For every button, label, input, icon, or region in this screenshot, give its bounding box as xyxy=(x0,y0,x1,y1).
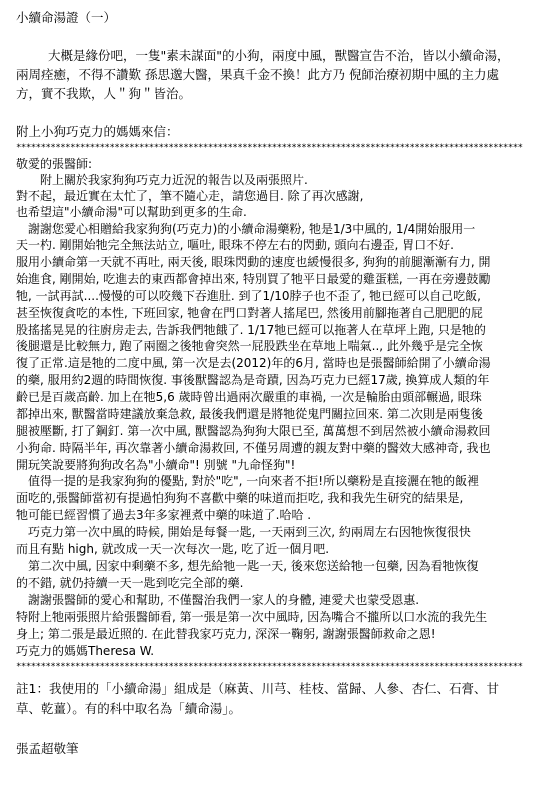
letter-line: 而且有點 high, 就改成一天一次每次一匙, 吃了近一個月吧. xyxy=(16,542,330,556)
letter-line: 特附上牠兩張照片給張醫師看, 第一張是第一次中風時, 因為嘴合不攏所以口水流的我先生 xyxy=(16,610,488,624)
letter-line: 天一杓. 剛開始牠完全無法站立, 嘔吐, 眼珠不停左右的閃動, 頭向右邊歪, 胃口不好. xyxy=(16,238,454,252)
letter-line: 值得一提的是我家狗狗的優點, 對於"吃", 一向來者不拒!所以藥粉是直接灑在牠的飯裡 xyxy=(28,474,480,488)
letter-line: 甚至恢復貪吃的本性, 下班回家, 牠會在門口對著人搖尾巴, 然後用前腳拖著自己肥肥的屁 xyxy=(16,306,483,320)
letter-line: 小狗命. 時隔半年, 再次靠著小續命湯救回, 不僅另周遭的親友對中藥的醫效大感神奇, 我也 xyxy=(16,441,491,455)
separator-stars: ******************************************************************************************************* xyxy=(16,662,523,672)
letter-line: 謝謝您愛心相贈給我家狗狗(巧克力)的小續命湯藥粉, 牠是1/3中風的, 1/4開始服用一 xyxy=(28,222,476,236)
letter-line: 後腿還是比較無力, 跑了兩圈之後牠會突然一屁股跌坐在草地上喘氣.., 此外幾乎是完全恢 xyxy=(16,339,483,353)
letter-line: 復了正常.這是牠的二度中風, 第一次是去(2012)年的6月, 當時也是張醫師給開了小續命湯 xyxy=(16,356,491,370)
letter-line: 齡已是百歲高齡. 加上在牠5,6 歲時曾出過兩次嚴重的車禍, 一次是輪胎由頭部輾過, 眼珠 xyxy=(16,390,482,404)
separator-stars: ******************************************************************************************************* xyxy=(16,143,523,153)
letter-line: 牠可能已經習慣了過去3年多家裡煮中藥的味道了.哈哈 . xyxy=(16,508,312,522)
intro-line: 方，實不我欺，人＂狗＂皆治。 xyxy=(16,86,192,101)
letter-line: 牠, 一試再試....慢慢的可以咬幾下吞進肚. 到了1/10脖子也不歪了, 牠已經可以自己吃飯, xyxy=(16,289,481,303)
intro-line: 兩周痊癒，不得不讚歎 孫思邈大醫，果真千金不換！此方乃 倪師治療初期中風的主力處 xyxy=(16,67,499,82)
letter-line: 的藥, 服用約2週的時間恢復. 事後獸醫認為是奇蹟, 因為巧克力已經17歲, 換算成人類的年 xyxy=(16,373,490,387)
letter-line: 身上; 第二張是最近照的. 在此替我家巧克力, 深深一鞠躬, 謝謝張醫師救命之恩! xyxy=(16,627,436,641)
letter-line: 對不起，最近實在太忙了，筆不隨心走，請您過目. 除了再次感謝, xyxy=(16,189,364,203)
document-title: 小續命湯證（一） xyxy=(16,10,117,25)
letter-line: 的不錯, 就仍持續一天一匙到吃完全部的藥. xyxy=(16,576,244,590)
letter-line: 也希望這"小續命湯"可以幫助到更多的生命. xyxy=(16,205,247,219)
letter-line: 服用小續命第一天就不再吐, 兩天後, 眼珠閃動的速度也緩慢很多, 狗狗的前腿漸漸有力, 開 xyxy=(16,255,491,269)
author-signature: 張孟超敬筆 xyxy=(16,741,79,756)
letter-line: 附上關於我家狗狗巧克力近況的報告以及兩張照片. xyxy=(40,173,308,187)
letter-line: 開玩笑說要將狗狗改名為"小續命"! 別號 "九命怪狗"! xyxy=(16,458,296,472)
letter-line: 腿被壓斷, 打了鋼釘. 第一次中風, 獸醫認為狗狗大限已至, 萬萬想不到居然被小續命湯救回 xyxy=(16,424,491,438)
footnote-line: 註1：我使用的「小續命湯」組成是（麻黃、川芎、桂枝、當歸、人參、杏仁、石膏、甘 xyxy=(16,681,499,696)
letter-salutation: 敬愛的張醫師: xyxy=(16,157,93,171)
letter-line: 股搖搖晃晃的往廚房走去, 告訴我們牠餓了. 1/17牠已經可以拖著人在草坪上跑, 只是牠的 xyxy=(16,323,486,337)
letter-signoff: 巧克力的媽媽Theresa W. xyxy=(16,644,155,658)
intro-line: 大概是緣份吧，一隻"素未謀面"的小狗，兩度中風，獸醫宣告不治，皆以小續命湯， xyxy=(48,48,510,63)
letter-heading: 附上小狗巧克力的媽媽來信： xyxy=(16,124,179,139)
letter-line: 巧克力第一次中風的時候, 開始是每餐一匙, 一天兩到三次, 約兩周左右因牠恢復很快 xyxy=(28,525,471,539)
letter-line: 謝謝張醫師的愛心和幫助, 不僅醫治我們一家人的身體, 連愛犬也蒙受恩惠. xyxy=(28,593,420,607)
letter-line: 都掉出來, 獸醫當時建議放棄急救, 最後我們還是將牠從鬼門關拉回來. 第二次則是兩隻後 xyxy=(16,407,483,421)
footnote-line: 草、乾薑）。有的科中取名為「續命湯」。 xyxy=(16,701,242,716)
letter-line: 第二次中風, 因家中剩藥不多, 想先給牠一匙一天, 後來您送給牠一包藥, 因為看牠恢復 xyxy=(28,559,479,573)
letter-line: 面吃的,張醫師當初有提過怕狗狗不喜歡中藥的味道而拒吃, 我和我先生研究的結果是, xyxy=(16,491,464,505)
letter-line: 始進食, 剛開始, 吃進去的東西都會掉出來, 特別買了牠平日最愛的雞蛋糕, 一再在旁邊鼓勵 xyxy=(16,272,491,286)
